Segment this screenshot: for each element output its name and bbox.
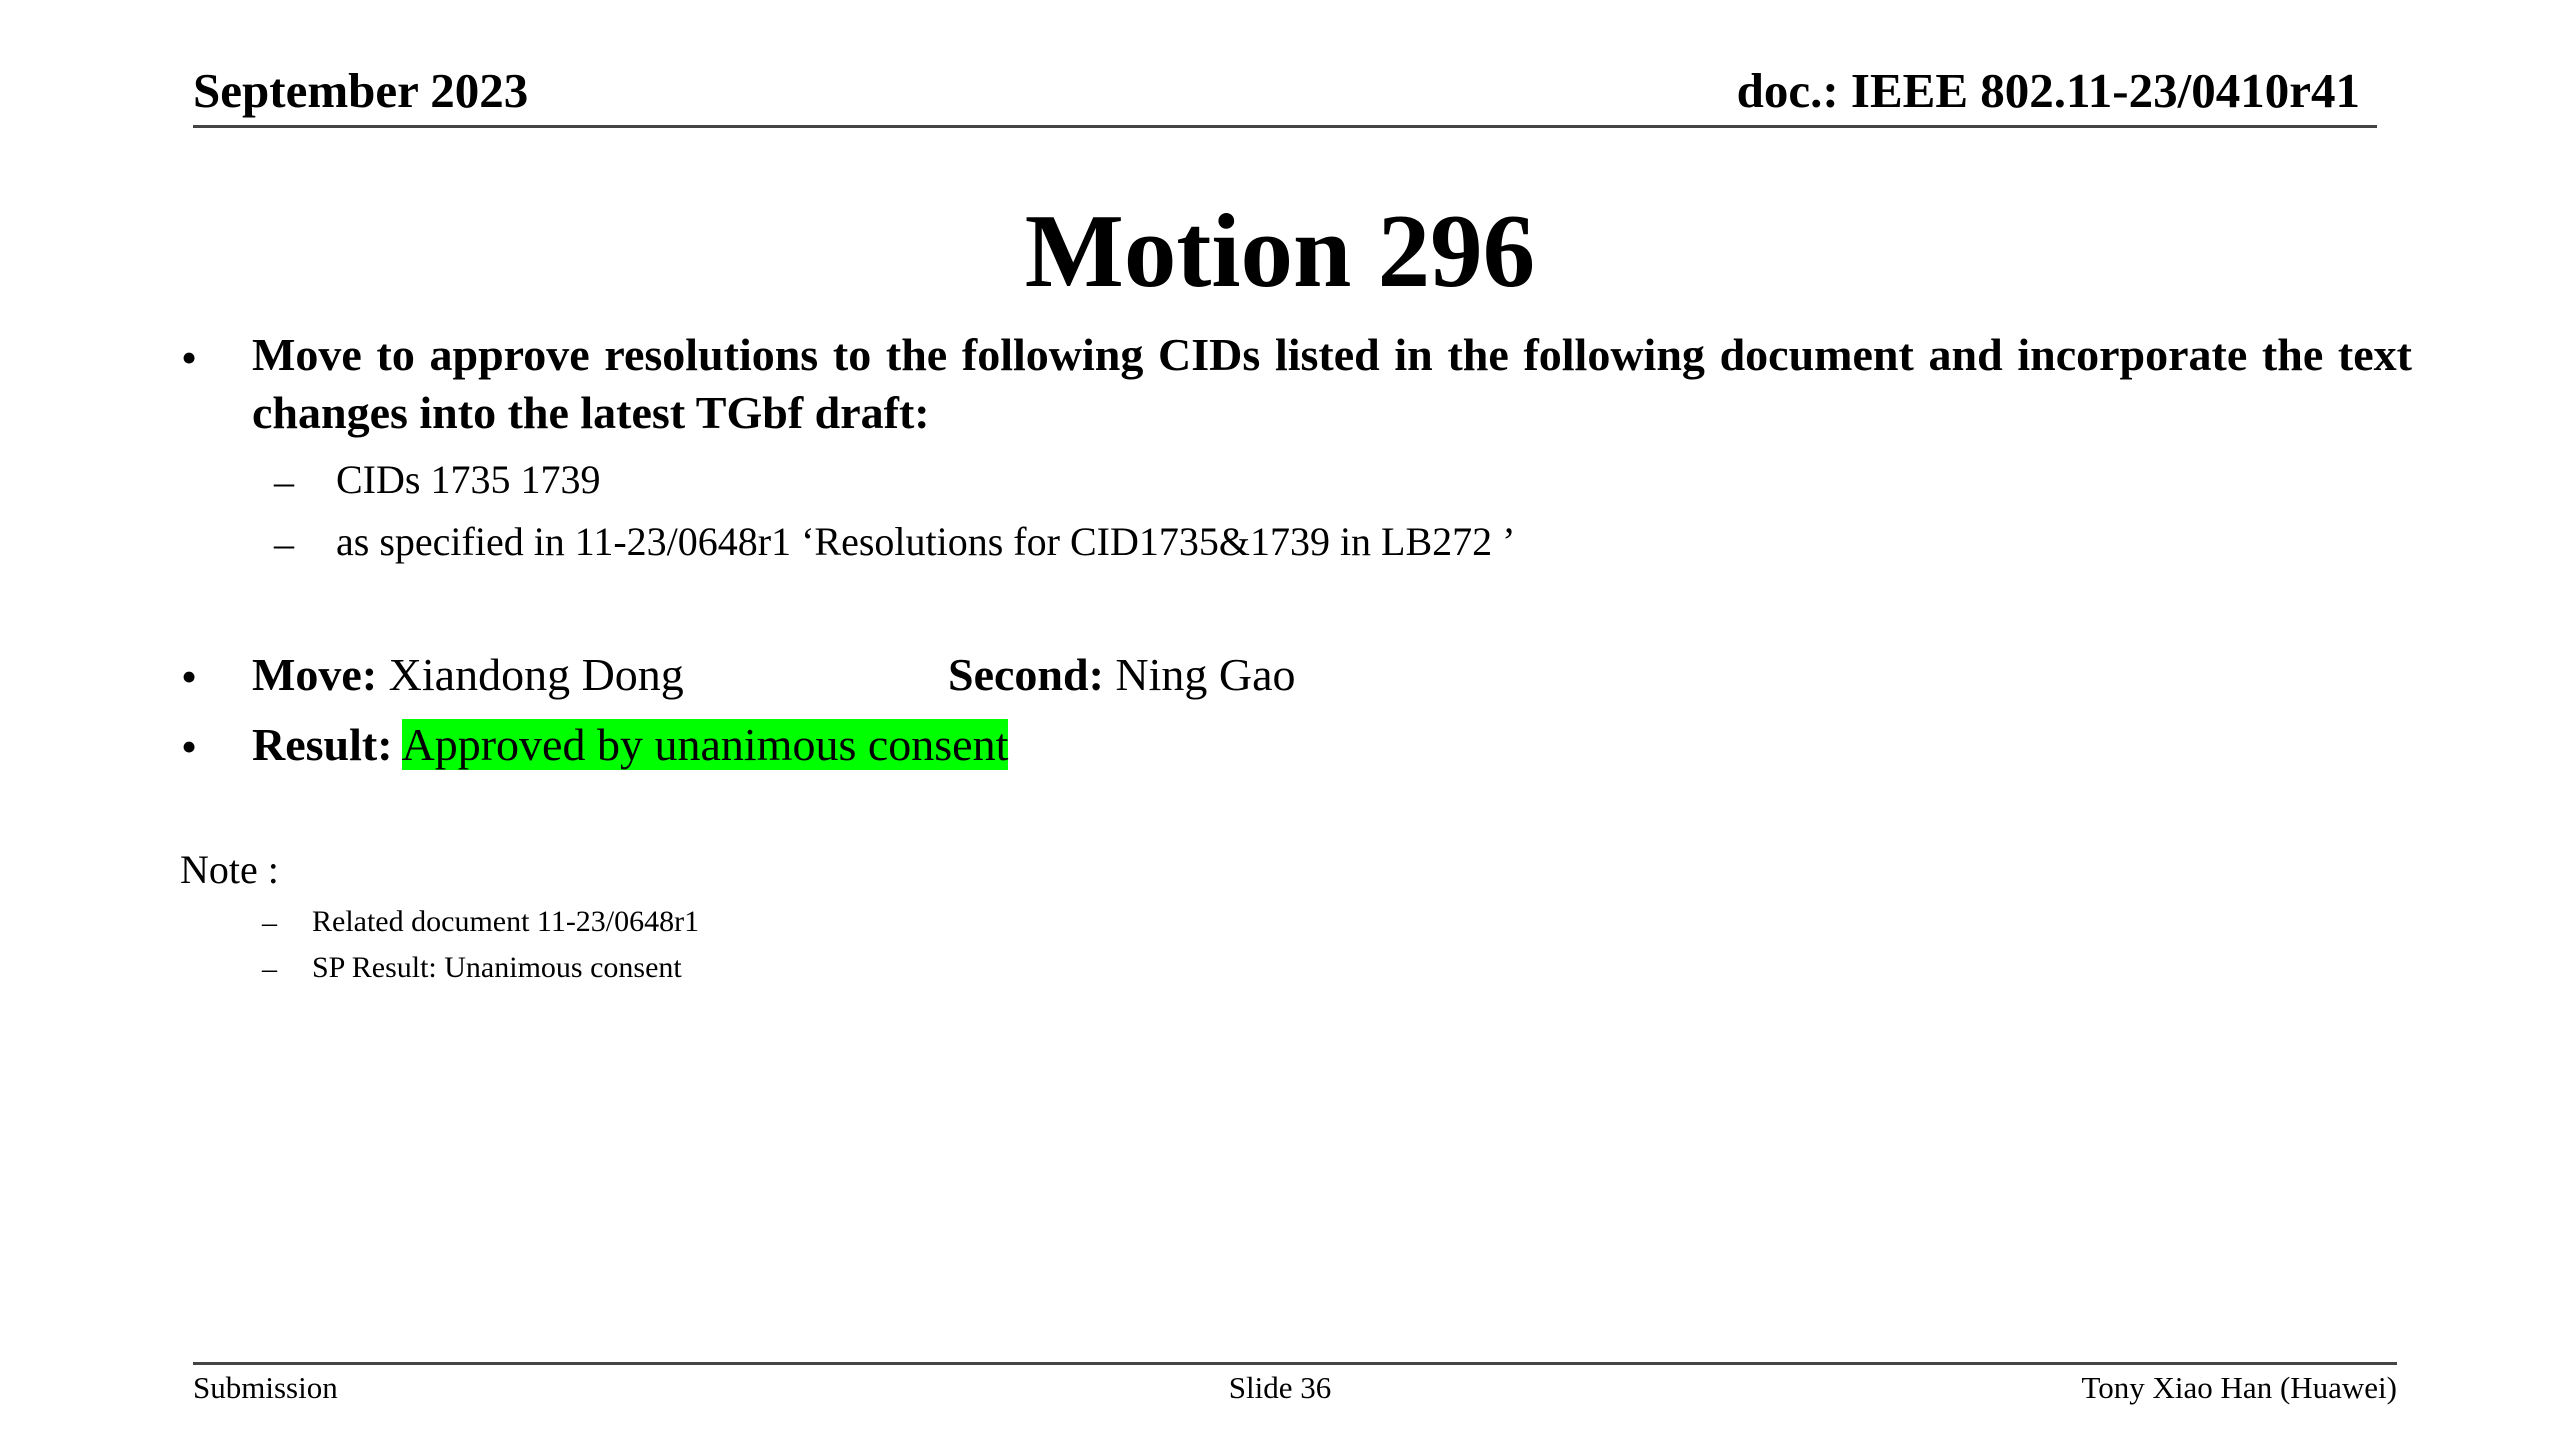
slide-title: Motion 296	[1024, 192, 1536, 309]
bullet-glyph: •	[181, 332, 198, 383]
result-value: Approved by unanimous consent	[401, 719, 1009, 770]
bullet-glyph: •	[181, 651, 198, 702]
dash-glyph: –	[262, 906, 277, 939]
move-label: Move:	[252, 649, 378, 700]
footer-slide-number: Slide 36	[1228, 1370, 1332, 1405]
header-date: September 2023	[193, 63, 529, 118]
footer-author: Tony Xiao Han (Huawei)	[2081, 1370, 2397, 1405]
note-item: SP Result: Unanimous consent	[312, 951, 682, 984]
footer-divider	[193, 1362, 2397, 1365]
motion-sub-item: CIDs 1735 1739	[336, 457, 601, 502]
note-item: Related document 11-23/0648r1	[312, 905, 700, 938]
move-line	[252, 646, 684, 704]
dash-glyph: –	[262, 952, 277, 985]
dash-glyph: –	[274, 521, 294, 566]
dash-glyph: –	[274, 459, 294, 504]
bullet-glyph: •	[181, 721, 198, 772]
motion-text: Move to approve resolutions to the following CIDs listed in the following document and incorporate the text changes into the latest TGbf draft:	[252, 329, 2412, 438]
result-label: Result:	[252, 719, 393, 770]
second-line	[948, 646, 1296, 704]
header-divider	[193, 125, 2377, 128]
header-doc-id: doc.: IEEE 802.11-23/0410r41	[1736, 63, 2360, 118]
second-label: Second:	[948, 649, 1104, 700]
note-label: Note :	[180, 847, 279, 892]
move-value: Xiandong Dong	[388, 649, 684, 700]
second-value: Ning Gao	[1115, 649, 1296, 700]
result-line	[252, 716, 1008, 774]
footer-submission: Submission	[193, 1370, 338, 1405]
motion-sub-item: as specified in 11-23/0648r1 ‘Resolutions for CID1735&1739 in LB272 ’	[336, 519, 1516, 564]
